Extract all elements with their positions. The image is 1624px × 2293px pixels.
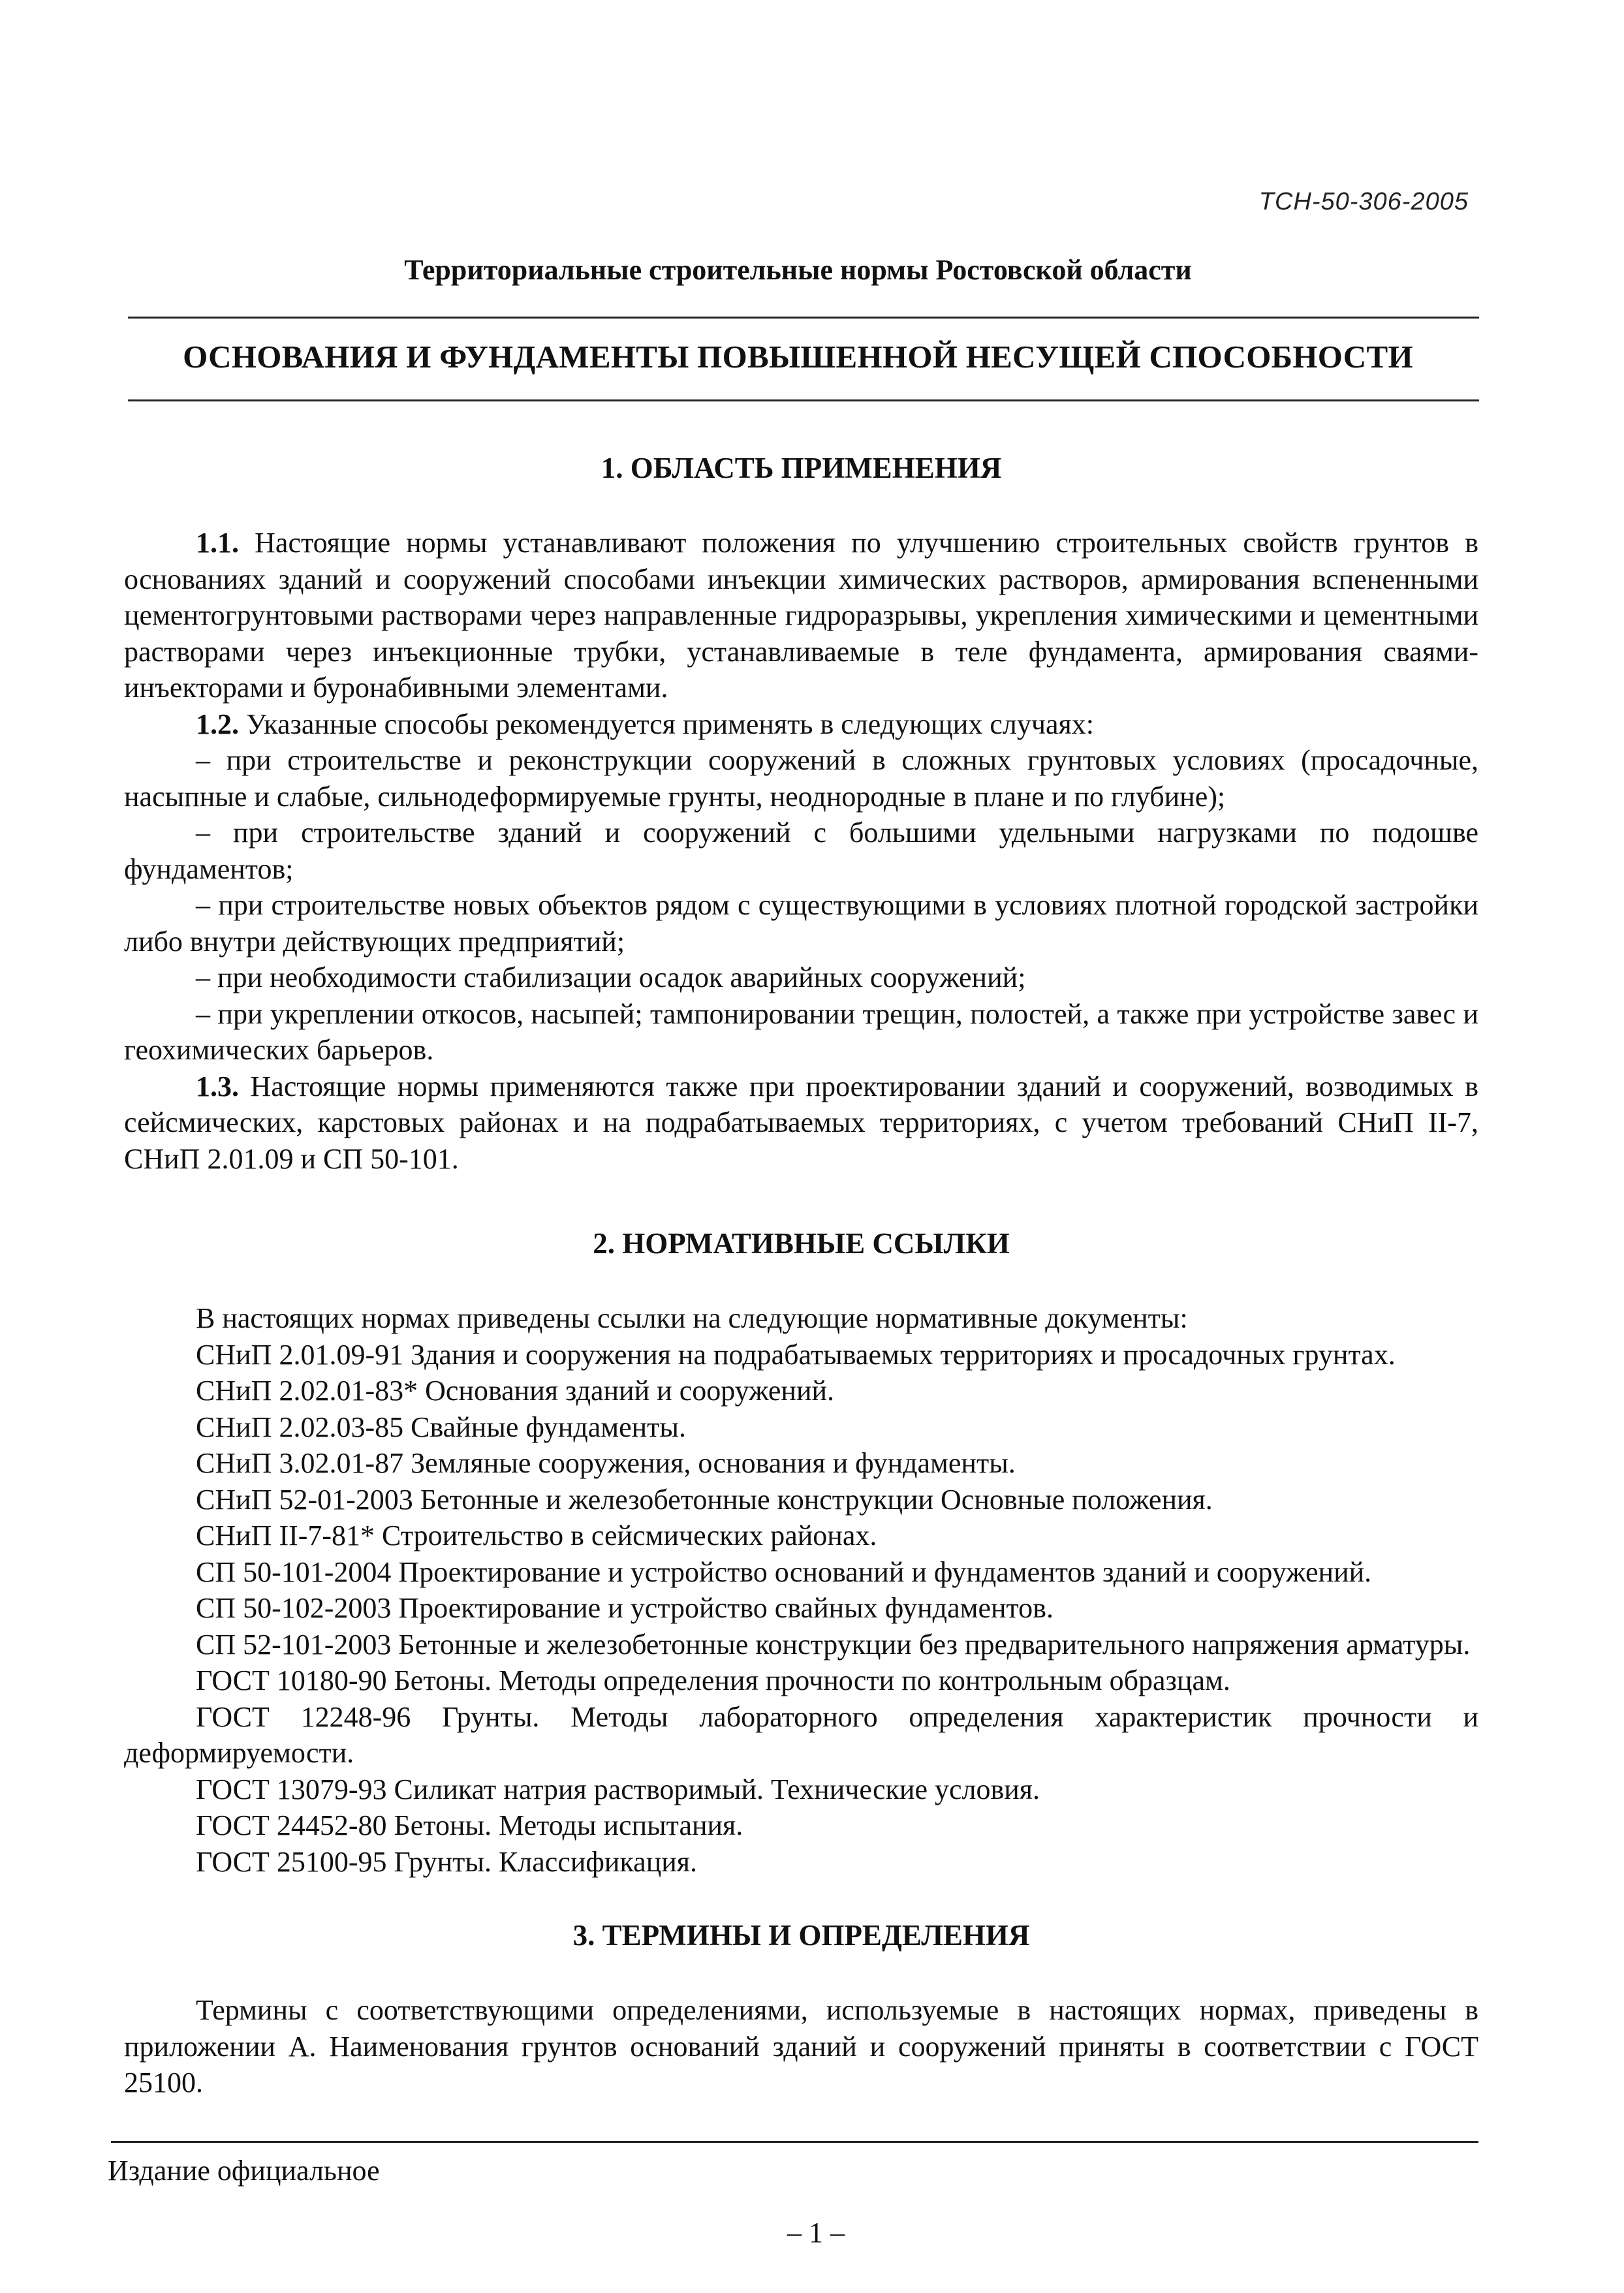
page-number: – 1 –	[787, 2217, 845, 2249]
reference-item: СНиП 2.02.01-83* Основания зданий и сооружений.	[196, 1375, 835, 1407]
document-title: ОСНОВАНИЯ И ФУНДАМЕНТЫ ПОВЫШЕННОЙ НЕСУЩЕЙ СПОСОБНОСТИ	[183, 339, 1413, 375]
reference-item: СНиП 2.01.09-91 Здания и сооружения на подрабатываемых территориях и просадочных грунтах.	[196, 1338, 1396, 1371]
paragraph-1-2	[124, 706, 1478, 743]
reference-item: СНиП 2.02.03-85 Свайные фундаменты.	[196, 1411, 686, 1443]
reference-item: СП 50-102-2003 Проектирование и устройство свайных фундаментов.	[196, 1592, 1054, 1624]
list-item: – при строительстве зданий и сооружений с большими удельными нагрузками по подошве фундаментов;	[124, 817, 1478, 885]
document-body	[124, 450, 1478, 2101]
paragraph-1-3	[124, 1069, 1478, 1178]
reference-item: СНиП II-7-81* Строительство в сейсмических районах.	[196, 1520, 877, 1552]
paragraph-text: Указанные способы рекомендуется применять в следующих случаях:	[239, 708, 1094, 740]
header-rule-bottom	[128, 399, 1479, 401]
references-intro: В настоящих нормах приведены ссылки на следующие нормативные документы:	[196, 1302, 1188, 1334]
reference-item: ГОСТ 13079-93 Силикат натрия растворимый. Технические условия.	[196, 1773, 1040, 1805]
list-item: – при строительстве новых объектов рядом с существующими в условиях плотной городской застройки либо внутри действующих предприятий;	[124, 889, 1478, 958]
list-item: – при укреплении откосов, насыпей; тампонировании трещин, полостей, а также при устройстве завес и геохимических барьеров.	[124, 997, 1478, 1066]
list-item: – при необходимости стабилизации осадок аварийных сооружений;	[196, 961, 1026, 993]
edition-label: Издание официальное	[108, 2155, 380, 2187]
terms-paragraph: Термины с соответствующими определениями, используемые в настоящих нормах, приведены в приложении А. Наименования грунтов оснований зданий и сооружений приняты в соответствии с ГОСТ 25100.	[124, 1994, 1478, 2098]
paragraph-number: 1.2.	[196, 708, 239, 740]
section-2-heading: 2. НОРМАТИВНЫЕ ССЫЛКИ	[593, 1227, 1010, 1260]
paragraph-text: Настоящие нормы применяются также при проектировании зданий и сооружений, возводимых в сейсмических, карстовых районах и на подрабатываемых территориях, с учетом требований СНиП II-7, СНиП 2.01.09 и СП 50-101.	[124, 1070, 1478, 1175]
reference-item: СНиП 3.02.01-87 Земляные сооружения, основания и фундаменты.	[196, 1447, 1016, 1479]
header-rule-top	[128, 317, 1479, 319]
reference-item: ГОСТ 10180-90 Бетоны. Методы определения прочности по контрольным образцам.	[196, 1664, 1230, 1696]
document-number: ТСН-50-306-2005	[1258, 188, 1469, 215]
section-1-heading: 1. ОБЛАСТЬ ПРИМЕНЕНИЯ	[601, 452, 1002, 484]
paragraph-1-1	[124, 525, 1478, 706]
reference-item: СП 50-101-2004 Проектирование и устройство оснований и фундаментов зданий и сооружений.	[196, 1555, 1372, 1588]
reference-item: СНиП 52-01-2003 Бетонные и железобетонные конструкции Основные положения.	[196, 1483, 1213, 1516]
reference-item: ГОСТ 24452-80 Бетоны. Методы испытания.	[196, 1809, 743, 1841]
paragraph-text: Настоящие нормы устанавливают положения по улучшению строительных свойств грунтов в основаниях зданий и сооружений способами инъекции химических растворов, армирования вспененными цементогрунтовыми растворами через направленные гидроразрывы, укрепления химическими и цементными растворами через инъекционные трубки, устанавливаемые в теле фундамента, армирования сваями-инъекторами и буронабивными элементами.	[124, 527, 1478, 704]
reference-item: ГОСТ 12248-96 Грунты. Методы лабораторного определения характеристик прочности и деформируемости.	[124, 1700, 1478, 1769]
reference-item: СП 52-101-2003 Бетонные и железобетонные конструкции без предварительного напряжения арматуры.	[196, 1628, 1471, 1661]
paragraph-number: 1.1.	[196, 527, 239, 559]
paragraph-number: 1.3.	[196, 1070, 239, 1102]
footer-rule	[111, 2141, 1478, 2143]
region-title: Территориальные строительные нормы Ростовской области	[404, 254, 1192, 286]
list-item: – при строительстве и реконструкции сооружений в сложных грунтовых условиях (просадочные, насыпные и слабые, сильнодеформируемые грунты, неоднородные в плане и по глубине);	[124, 744, 1478, 813]
section-3-heading: 3. ТЕРМИНЫ И ОПРЕДЕЛЕНИЯ	[572, 1919, 1030, 1952]
reference-item: ГОСТ 25100-95 Грунты. Классификация.	[196, 1845, 698, 1878]
